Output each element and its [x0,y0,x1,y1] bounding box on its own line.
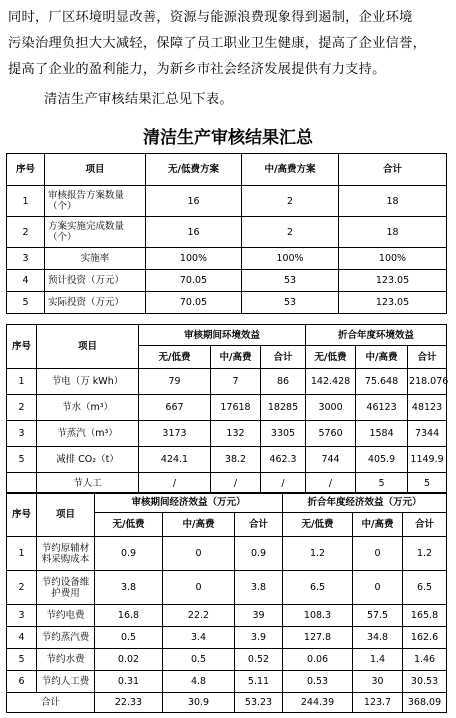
table-row [7,217,447,248]
header-item: 项目 [45,154,146,186]
table-header-row [7,154,447,186]
cell: 审核报告方案数量（个） [45,186,146,217]
subheader: 合计 [235,513,283,537]
table-row [7,649,447,671]
cell: 3173 [139,421,211,447]
cell: 46123 [356,395,408,421]
paragraph-line-2: 污染治理负担大大减轻，保障了员工职业卫生健康，提高了企业信誉， [8,36,427,51]
table-header-row [7,325,447,346]
cell: 2 [242,186,339,217]
cell: 1.2 [403,537,447,571]
cell: 127.8 [283,627,353,649]
cell: / [261,473,306,494]
cell [7,473,37,494]
header-seq: 序号 [7,325,37,369]
cell: 方案实施完成数量（个） [45,217,146,248]
cell: 18 [339,186,447,217]
table-row [7,270,447,292]
header-item: 项目 [37,493,95,537]
table-row [7,605,447,627]
cell: 0 [163,571,235,605]
cell: 100% [146,248,242,270]
cell: 30.53 [403,671,447,693]
paragraph-line-1: 同时，厂区环境明显改善，资源与能源浪费现象得到遏制，企业环境 [8,10,413,25]
subheader: 中/高费 [356,346,408,369]
cell: 7 [211,369,261,395]
cell: 3305 [261,421,306,447]
cell: 132 [211,421,261,447]
cell: / [211,473,261,494]
total-label: 合计 [7,693,95,713]
cell: 16 [146,217,242,248]
cell: 462.3 [261,447,306,473]
cell: 3.8 [235,571,283,605]
cell: 节约电费 [37,605,95,627]
table-header-row [7,493,447,513]
table-row [7,671,447,693]
header-low-cost: 无/低费方案 [146,154,242,186]
cell: 86 [261,369,306,395]
cell: 667 [139,395,211,421]
cell: 218.076 [408,369,447,395]
cell: 0.5 [95,627,163,649]
table-row [7,447,447,473]
table-row [7,571,447,605]
table-total-row [7,693,447,713]
cell: 7344 [408,421,447,447]
cell: 节约水费 [37,649,95,671]
header-audit-period-econ: 审核期间经济效益（万元） [95,493,283,513]
header-audit-period-env: 审核期间环境效益 [139,325,306,346]
cell: 0 [353,571,403,605]
table-row [7,369,447,395]
table-row [7,421,447,447]
cell: 节蒸汽（m³） [37,421,139,447]
cell: 4 [7,270,45,292]
cell: 2 [7,217,45,248]
cell: 22.2 [163,605,235,627]
cell: 5 [356,473,408,494]
cell: 节人工 [37,473,139,494]
cell: 123.7 [353,693,403,713]
cell: 5 [7,447,37,473]
table-row [7,395,447,421]
cell: 3 [7,605,37,627]
header-high-cost: 中/高费方案 [242,154,339,186]
cell: 3.8 [95,571,163,605]
table-row [7,473,447,494]
cell: 1149.9 [408,447,447,473]
cell: 0.53 [283,671,353,693]
cell: 100% [242,248,339,270]
table-row [7,537,447,571]
cell: 16 [146,186,242,217]
cell: 34.8 [353,627,403,649]
cell: 744 [306,447,356,473]
cell: 244.39 [283,693,353,713]
cell: 4.8 [163,671,235,693]
subheader: 无/低费 [139,346,211,369]
cell: 节电（万 kWh） [37,369,139,395]
subheader: 无/低费 [95,513,163,537]
environmental-benefit-table [6,324,447,494]
cell: 48123 [408,395,447,421]
cell: 0.5 [163,649,235,671]
cell: 53 [242,292,339,314]
cell: 39 [235,605,283,627]
cell: 162.6 [403,627,447,649]
cell: 0.52 [235,649,283,671]
subheader: 无/低费 [306,346,356,369]
cell: 16.8 [95,605,163,627]
cell: 0.02 [95,649,163,671]
subheader: 中/高费 [163,513,235,537]
cell: 57.5 [353,605,403,627]
cell: 1.2 [283,537,353,571]
cell: 6.5 [403,571,447,605]
cell: 0 [353,537,403,571]
header-annual-env: 折合年度环境效益 [306,325,447,346]
table-title: 清洁生产审核结果汇总 [143,128,313,148]
cell: 3.9 [235,627,283,649]
cell: 1584 [356,421,408,447]
cell: 1.4 [353,649,403,671]
cell: 0.06 [283,649,353,671]
cell: 5.11 [235,671,283,693]
subheader: 无/低费 [283,513,353,537]
cell: 实际投资（万元） [45,292,146,314]
cell: 368.09 [403,693,447,713]
cell: 5 [7,649,37,671]
cell: 405.9 [356,447,408,473]
summary-table [6,153,447,314]
cell: 节约人工费 [37,671,95,693]
cell: 3000 [306,395,356,421]
cell: 1 [7,537,37,571]
table-row [7,186,447,217]
subheader: 中/高费 [211,346,261,369]
table-row [7,627,447,649]
cell: 53.23 [235,693,283,713]
cell: 100% [339,248,447,270]
cell: 6.5 [283,571,353,605]
cell: 165.8 [403,605,447,627]
cell: 节水（m³） [37,395,139,421]
cell: 5760 [306,421,356,447]
cell: 3 [7,248,45,270]
cell: 5 [7,292,45,314]
cell: 142.428 [306,369,356,395]
cell: 节约原辅材料采购成本 [37,537,95,571]
cell: 53 [242,270,339,292]
cell: 节约设备维护费用 [37,571,95,605]
cell: 0.9 [95,537,163,571]
economic-benefit-table [6,492,447,713]
cell: 17618 [211,395,261,421]
subheader: 中/高费 [353,513,403,537]
cell: 22.33 [95,693,163,713]
paragraph-line-4: 清洁生产审核结果汇总见下表。 [44,92,233,107]
subheader: 合计 [408,346,447,369]
table-row [7,292,447,314]
cell: 38.2 [211,447,261,473]
cell: 424.1 [139,447,211,473]
cell: 节约蒸汽费 [37,627,95,649]
header-seq: 序号 [7,493,37,537]
cell: 5 [408,473,447,494]
subheader: 合计 [261,346,306,369]
cell: / [139,473,211,494]
subheader: 合计 [403,513,447,537]
cell: 4 [7,627,37,649]
cell: 70.05 [146,292,242,314]
cell: 2 [7,395,37,421]
cell: 3.4 [163,627,235,649]
header-item: 项目 [37,325,139,369]
cell: 123.05 [339,292,447,314]
cell: 3 [7,421,37,447]
table-row [7,248,447,270]
cell: 108.3 [283,605,353,627]
header-annual-econ: 折合年度经济效益（万元） [283,493,447,513]
cell: 2 [242,217,339,248]
cell: 预计投资（万元） [45,270,146,292]
cell: 2 [7,571,37,605]
cell: 30 [353,671,403,693]
paragraph-line-3: 提高了企业的盈利能力，为新乡市社会经济发展提供有力支持。 [8,62,386,77]
cell: 0.31 [95,671,163,693]
cell: 1.46 [403,649,447,671]
cell: 79 [139,369,211,395]
cell: 70.05 [146,270,242,292]
cell: 1 [7,186,45,217]
cell: 18285 [261,395,306,421]
cell: 减排 CO₂（t） [37,447,139,473]
cell: 实施率 [45,248,146,270]
cell: / [306,473,356,494]
cell: 1 [7,369,37,395]
header-seq: 序号 [7,154,45,186]
cell: 0.9 [235,537,283,571]
cell: 123.05 [339,270,447,292]
cell: 18 [339,217,447,248]
header-total: 合计 [339,154,447,186]
cell: 75.648 [356,369,408,395]
cell: 30.9 [163,693,235,713]
cell: 0 [163,537,235,571]
cell: 6 [7,671,37,693]
